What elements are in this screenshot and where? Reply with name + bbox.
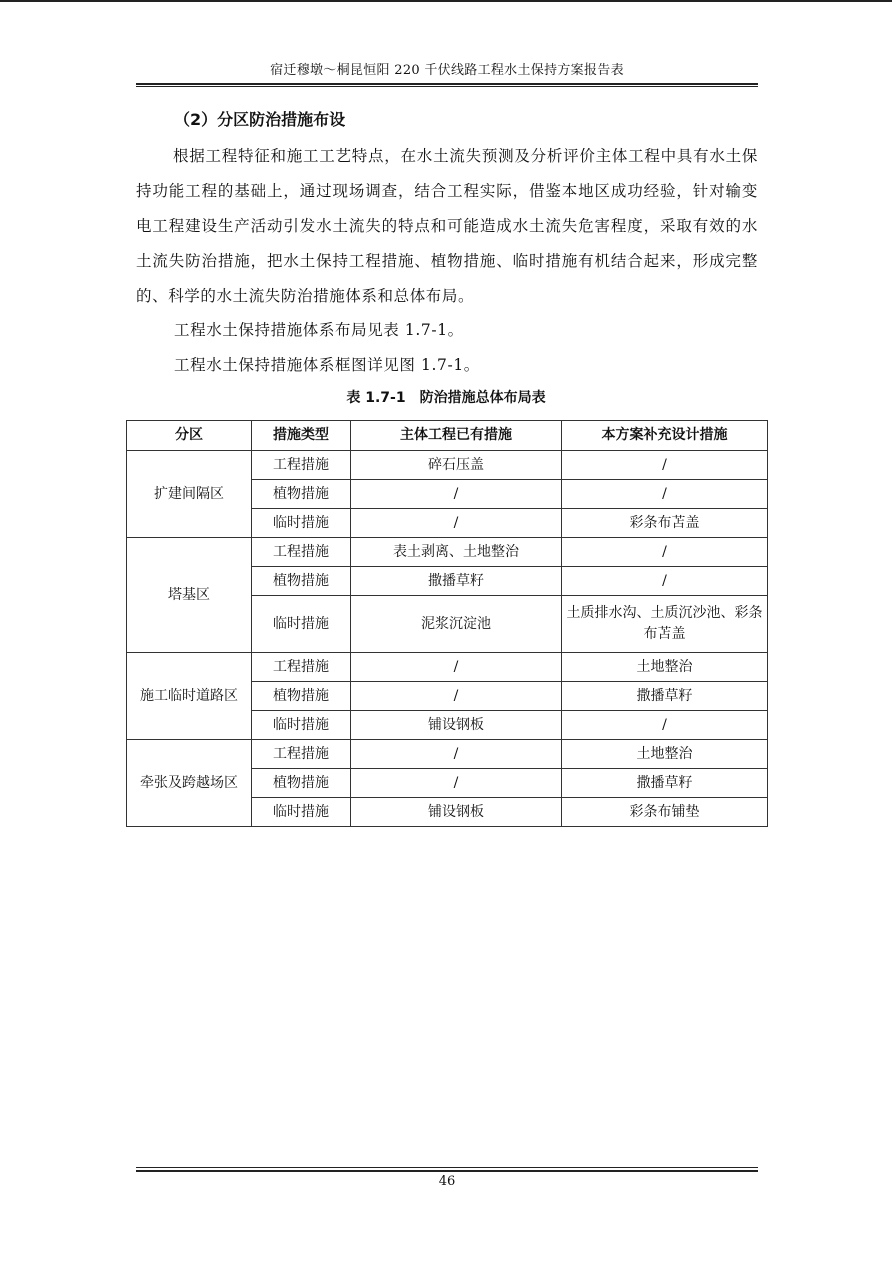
header-rule-thin	[136, 86, 758, 87]
existing-measure-cell: /	[351, 480, 562, 509]
supplementary-measure-cell: 撒播草籽	[562, 682, 768, 711]
existing-measure-cell: 铺设钢板	[351, 711, 562, 740]
existing-measure-cell: 撒播草籽	[351, 567, 562, 596]
existing-measure-cell: /	[351, 740, 562, 769]
existing-measure-cell: /	[351, 653, 562, 682]
supplementary-measure-cell: /	[562, 451, 768, 480]
table-row	[127, 538, 768, 567]
footer-rule	[136, 1170, 758, 1172]
supplementary-measure-cell: 土地整治	[562, 740, 768, 769]
measure-type-cell: 植物措施	[252, 567, 351, 596]
zone-cell: 施工临时道路区	[127, 653, 252, 740]
measure-type-cell: 工程措施	[252, 538, 351, 567]
page-top-edge	[0, 0, 892, 2]
supplementary-measure-cell: /	[562, 567, 768, 596]
header-measure-type: 措施类型	[252, 421, 351, 451]
header-rule	[136, 83, 758, 85]
existing-measure-cell: /	[351, 682, 562, 711]
supplementary-measure-cell: /	[562, 711, 768, 740]
section-heading: （2）分区防治措施布设	[174, 110, 346, 129]
supplementary-measure-cell: /	[562, 538, 768, 567]
footer-rule-thin	[136, 1167, 758, 1168]
measure-type-cell: 临时措施	[252, 509, 351, 538]
existing-measure-cell: 碎石压盖	[351, 451, 562, 480]
supplementary-measure-cell: 彩条布铺垫	[562, 798, 768, 827]
document-header: 宿迁穆墩～桐昆恒阳 220 千伏线路工程水土保持方案报告表	[270, 63, 624, 78]
zone-cell: 牵张及跨越场区	[127, 740, 252, 827]
existing-measure-cell: 泥浆沉淀池	[351, 596, 562, 653]
measure-type-cell: 工程措施	[252, 653, 351, 682]
zone-cell: 塔基区	[127, 538, 252, 653]
supplementary-measure-cell: 撒播草籽	[562, 769, 768, 798]
measure-type-cell: 植物措施	[252, 682, 351, 711]
existing-measure-cell: /	[351, 769, 562, 798]
header-existing-measures: 主体工程已有措施	[351, 421, 562, 451]
header-zone: 分区	[127, 421, 252, 451]
table-row	[127, 653, 768, 682]
page-number: 46	[438, 1174, 456, 1189]
measure-type-cell: 临时措施	[252, 711, 351, 740]
table-row	[127, 740, 768, 769]
existing-measure-cell: 铺设钢板	[351, 798, 562, 827]
measures-table	[126, 420, 768, 827]
existing-measure-cell: 表土剥离、土地整治	[351, 538, 562, 567]
table-caption: 表 1.7-1 防治措施总体布局表	[346, 390, 546, 406]
measure-type-cell: 工程措施	[252, 740, 351, 769]
supplementary-measure-cell: 彩条布苫盖	[562, 509, 768, 538]
header-supplementary-measures: 本方案补充设计措施	[562, 421, 768, 451]
supplementary-measure-cell: 土地整治	[562, 653, 768, 682]
table-header-row	[127, 421, 768, 451]
supplementary-measure-cell: 土质排水沟、土质沉沙池、彩条布苫盖	[562, 596, 768, 653]
body-paragraph: 根据工程特征和施工工艺特点，在水土流失预测及分析评价主体工程中具有水土保持功能工程的基础上，通过现场调查，结合工程实际，借鉴本地区成功经验，针对输变电工程建设生产活动引发水土流失的特点和可能造成水土流失危害程度，采取有效的水土流失防治措施，把水土保持工程措施、植物措施、临时措施有机结合起来，形成完整的、科学的水土流失防治措施体系和总体布局。	[136, 147, 758, 305]
existing-measure-cell: /	[351, 509, 562, 538]
measure-type-cell: 临时措施	[252, 596, 351, 653]
table-row	[127, 451, 768, 480]
measure-type-cell: 临时措施	[252, 798, 351, 827]
measure-type-cell: 工程措施	[252, 451, 351, 480]
table-reference-line: 工程水土保持措施体系布局见表 1.7-1。	[174, 321, 464, 339]
measure-type-cell: 植物措施	[252, 480, 351, 509]
supplementary-measure-cell: /	[562, 480, 768, 509]
measure-type-cell: 植物措施	[252, 769, 351, 798]
figure-reference-line: 工程水土保持措施体系框图详见图 1.7-1。	[174, 356, 480, 374]
zone-cell: 扩建间隔区	[127, 451, 252, 538]
